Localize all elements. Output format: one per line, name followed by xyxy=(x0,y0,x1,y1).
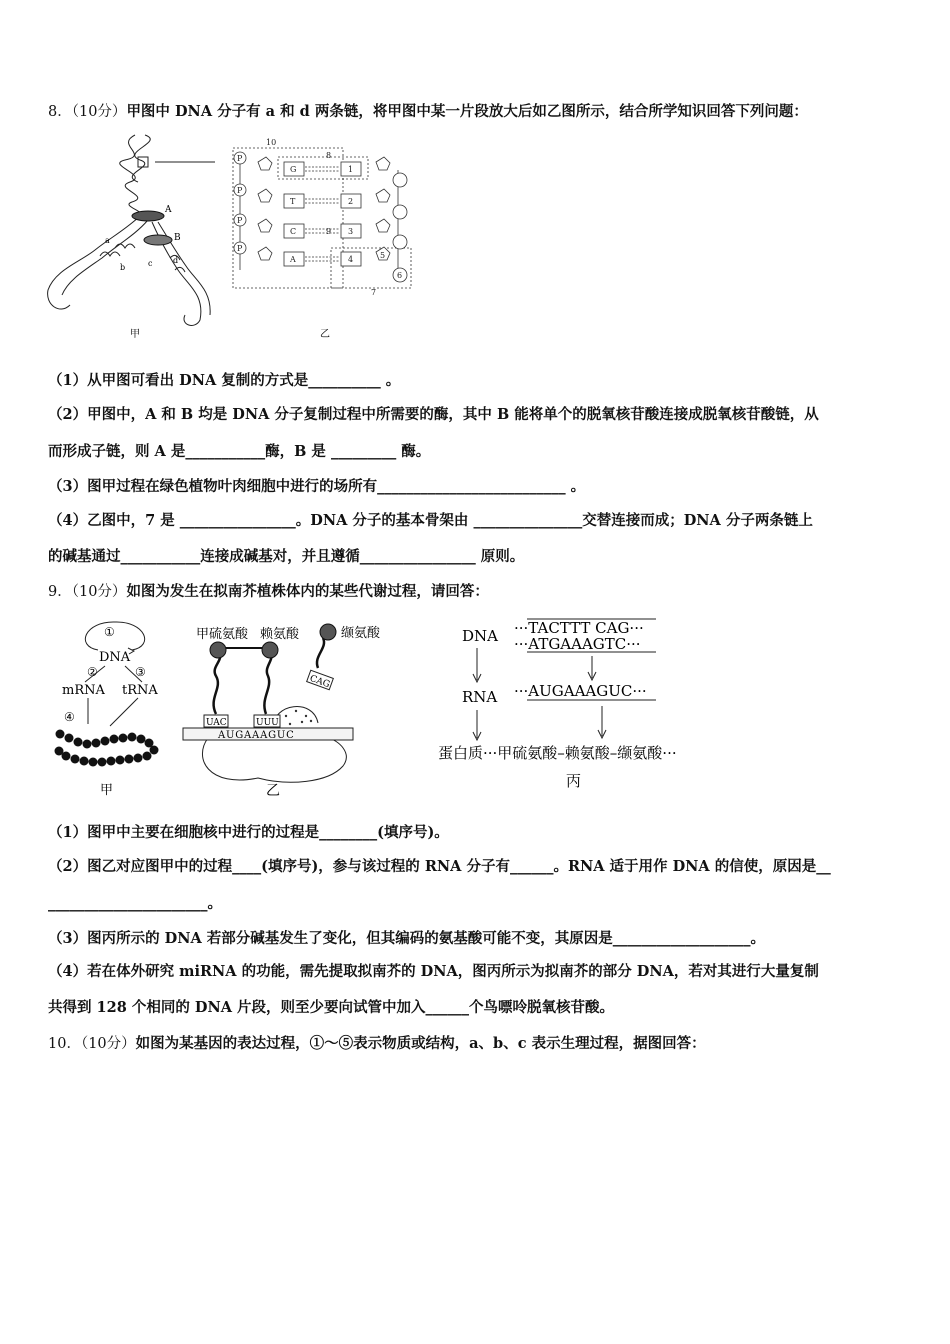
q9-yi-val: 缬氨酸 xyxy=(341,626,381,641)
q9-bing-dna: DNA xyxy=(462,627,498,645)
q8-label-7: 7 xyxy=(371,288,377,297)
q8-sub2-a: （2）甲图中，A 和 B 均是 DNA 分子复制过程中所需要的酶，其中 B 能将单个的脱氧核苷酸连接成脱氧核苷酸链，从 xyxy=(48,406,819,423)
q9-bing-strand1: ···TACTTT CAG··· xyxy=(514,619,644,637)
q9-bing-protein: 蛋白质···甲硫氨酸–赖氨酸–缬氨酸··· xyxy=(438,744,677,762)
q8-label-P1: P xyxy=(237,154,243,163)
q9-jia-peptide-chain xyxy=(55,730,159,767)
q8-label-1: 1 xyxy=(348,165,354,174)
q9-yi-mrna-seq: AUGAAAGUC xyxy=(218,730,295,741)
q8-label-5: 5 xyxy=(380,251,386,260)
q8-label-P4: P xyxy=(237,244,243,253)
q10-score: （10分） xyxy=(80,1036,136,1052)
q8-sub3: （3）图甲过程在绿色植物叶肉细胞中进行的场所有__________________________ 。 xyxy=(48,478,586,495)
q8-label-P3: P xyxy=(237,216,243,225)
q8-stem xyxy=(48,102,808,122)
q8-label-a: a xyxy=(105,236,110,245)
q8-label-C: C xyxy=(290,227,297,236)
q9-yi-met: 甲硫氨酸 xyxy=(196,627,249,642)
q9-jia-circle-3: ③ xyxy=(135,665,146,679)
q8-label-G: G xyxy=(290,165,297,174)
q9-score: （10分） xyxy=(71,584,127,600)
q8-label-B: B xyxy=(174,233,181,243)
q8-label-c: c xyxy=(148,259,153,268)
q8-sub1: （1）从甲图可看出 DNA 复制的方式是__________ 。 xyxy=(48,372,401,389)
q8-label-b: b xyxy=(120,263,126,272)
q8-label-2: 2 xyxy=(348,197,354,206)
q8-score: （10分） xyxy=(71,104,127,120)
q8-label-Abase: A xyxy=(290,255,296,264)
q9-yi-lys: 赖氨酸 xyxy=(260,627,300,642)
q8-sub4-b: 的碱基通过___________连接成碱基对，并且遵循________________ 原则。 xyxy=(48,548,525,565)
q8-label-A: A xyxy=(165,205,172,215)
q9-jia-circle-2: ② xyxy=(87,665,98,679)
q9-yi-caption: 乙 xyxy=(266,783,280,799)
q10-stem xyxy=(48,1034,706,1054)
q8-sub2-b: 而形成子链，则 A 是___________酶，B 是 _________ 酶。 xyxy=(48,443,431,460)
q9-sub1: （1）图甲中主要在细胞核中进行的过程是________(填序号)。 xyxy=(48,824,449,841)
q9-bing-caption: 丙 xyxy=(566,772,582,790)
q8-label-9: 9 xyxy=(326,227,332,236)
q9-sub3: （3）图丙所示的 DNA 若部分碱基发生了变化，但其编码的氨基酸可能不变，其原因是___________________。 xyxy=(48,930,766,947)
q8-label-8: 8 xyxy=(326,151,332,160)
q9-stem xyxy=(48,582,489,602)
q9-yi-uuu: UUU xyxy=(256,718,279,728)
q8-label-4: 4 xyxy=(348,255,354,264)
q9-jia-caption: 甲 xyxy=(100,783,114,798)
q8-figure-jia xyxy=(40,130,230,345)
q9-bing-rna-seq: ···AUGAAAGUC··· xyxy=(514,682,647,700)
q9-jia-mrna: mRNA xyxy=(62,683,105,698)
q8-label-P2: P xyxy=(237,186,243,195)
q9-figure-yi xyxy=(178,618,423,803)
q9-stem-text: 如图为发生在拟南芥植株体内的某些代谢过程，请回答： xyxy=(126,583,489,600)
q9-sub4-b: 共得到 128 个相同的 DNA 片段，则至少要向试管中加入______个鸟嘌呤脱氧核苷酸。 xyxy=(48,999,615,1016)
q9-jia-dna: DNA xyxy=(99,650,131,665)
q9-sub2-a: （2）图乙对应图甲中的过程____(填序号)，参与该过程的 RNA 分子有______。RNA 适于用作 DNA 的信使，原因是__ xyxy=(48,858,831,875)
q9-figure-jia xyxy=(50,616,175,801)
q8-number: 8． xyxy=(48,104,72,120)
q9-jia-trna: tRNA xyxy=(122,683,158,698)
q8-label-T: T xyxy=(290,197,296,206)
q9-yi-cag: CAG xyxy=(308,673,331,691)
q8-stem-text: 甲图中 DNA 分子有 a 和 d 两条链，将甲图中某一片段放大后如乙图所示，结合所学知识回答下列问题： xyxy=(126,103,808,120)
q8-fig-jia-caption: 甲 xyxy=(130,329,140,340)
q10-number: 10． xyxy=(48,1036,81,1052)
q9-yi-uac: UAC xyxy=(206,718,227,728)
q9-jia-circle-4: ④ xyxy=(64,710,75,724)
q8-label-6: 6 xyxy=(397,271,403,280)
q10-stem-text: 如图为某基因的表达过程，①～⑤表示物质或结构，a、b、c 表示生理过程，据图回答： xyxy=(135,1035,706,1052)
q8-sub4-a: （4）乙图中，7 是 ________________。DNA 分子的基本骨架由 _______________交替连接而成；DNA 分子两条链上 xyxy=(48,512,813,529)
q8-label-d: d xyxy=(173,256,179,265)
q9-figure-bing xyxy=(432,616,732,801)
q9-number: 9． xyxy=(48,584,72,600)
q8-figure-yi xyxy=(228,130,428,345)
q9-jia-circle-1: ① xyxy=(104,625,115,639)
q9-bing-strand2: ···ATGAAAGTC··· xyxy=(514,635,641,653)
q8-label-10: 10 xyxy=(266,138,277,147)
q9-bing-rna: RNA xyxy=(462,688,498,706)
q9-sub4-a: （4）若在体外研究 miRNA 的功能，需先提取拟南芥的 DNA，图丙所示为拟南芥的部分 DNA，若对其进行大量复制 xyxy=(48,963,819,980)
q9-sub2-b: ______________________。 xyxy=(48,895,222,912)
q8-label-3: 3 xyxy=(348,227,354,236)
q8-fig-yi-caption: 乙 xyxy=(320,329,330,340)
